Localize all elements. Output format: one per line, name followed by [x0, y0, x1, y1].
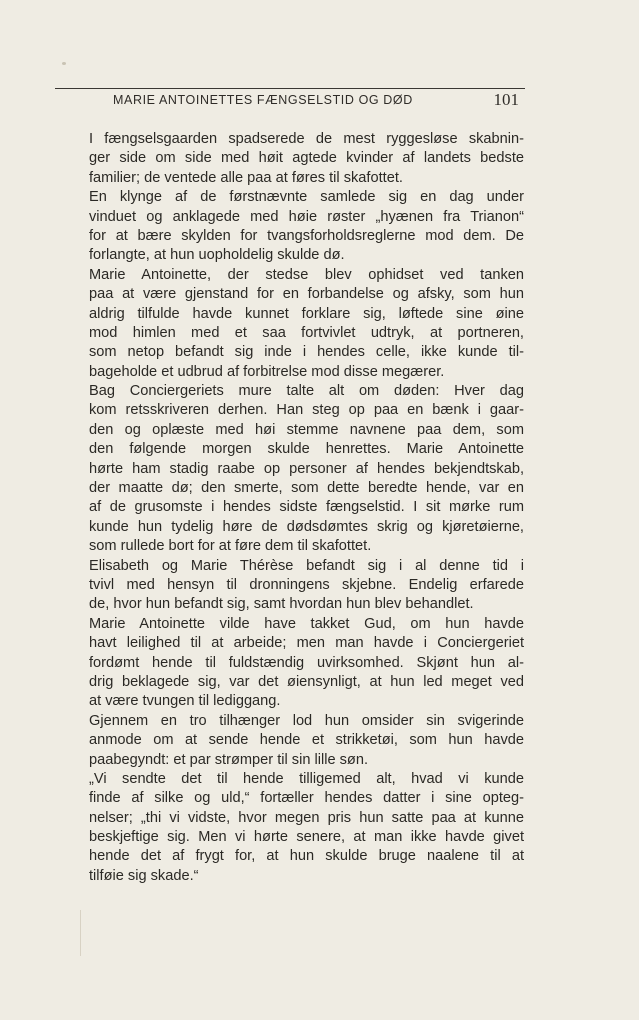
text-line: „Vi sendte det til hende tilligemed alt, hvad vi kunde — [89, 770, 524, 787]
paper-speck — [62, 62, 66, 65]
page-number: 101 — [493, 90, 519, 109]
running-header — [55, 88, 525, 113]
text-line: Marie Antoinette vilde have takket Gud, om hun havde — [89, 615, 524, 632]
text-line: familier; de ventede alle paa at føres til skafottet. — [89, 169, 403, 186]
text-line: af de grusomste i hendes sidste fængselstid. I sit mørke rum — [89, 499, 524, 516]
text-line: kunde hun tydelig høre de dødsdømtes skrig og kjøretøierne, — [89, 518, 524, 535]
text-line: anmode om at sende hende et strikketøi, som hun havde — [89, 732, 524, 749]
text-line: forlangte, at hun uopholdelig skulde dø. — [89, 247, 345, 264]
text-line: beskjeftige sig. Men vi hørte senere, at man ikke havde givet — [89, 829, 524, 846]
text-line: hende det af frygt for, at hun skulde bruge naalene til at — [89, 848, 524, 865]
text-line: at være tvungen til lediggang. — [89, 693, 281, 710]
text-line: bageholde et udbrud af forbitrelse mod disse megærer. — [89, 363, 445, 380]
text-line: kom retsskriveren derhen. Han steg op paa en bænk i gaar- — [89, 402, 524, 419]
text-line: Bag Conciergeriets mure talte alt om døden: Hver dag — [89, 383, 524, 400]
text-line: tvivl med hensyn til dronningens skjebne. Endelig erfarede — [89, 576, 524, 593]
text-line: ger side om side med høit agtede kvinder af landets bedste — [89, 150, 524, 167]
text-line: I fængselsgaarden spadserede de mest ryggesløse skabnin- — [89, 131, 524, 147]
text-line: for at bære skylden for tvangsforholdsreglerne mod dem. De — [89, 227, 524, 244]
body-text — [89, 130, 524, 886]
text-line: paa at være gjenstand for en forbandelse og afsky, som hun — [89, 286, 524, 303]
text-line: Gjennem en tro tilhænger lod hun omsider sin svigerinde — [89, 712, 524, 729]
text-line: den og oplæste med høi stemme navnene paa dem, som — [89, 421, 524, 438]
text-line: Marie Antoinette, der stedse blev ophidset ved tanken — [89, 266, 524, 283]
text-line: som rullede bort for at føre dem til skafottet. — [89, 538, 372, 555]
running-title: MARIE ANTOINETTES FÆNGSELSTID OG DØD — [113, 93, 413, 107]
text-line: de, hvor hun befandt sig, samt hvordan hun blev behandlet. — [89, 596, 474, 613]
text-line: paabegyndt: et par strømper til sin lille søn. — [89, 751, 369, 768]
text-line: nelser; „thi vi vidste, hvor megen pris hun satte paa at kunne — [89, 809, 524, 826]
text-line: hørte ham stadig raabe op personer af hendes bekjendtskab, — [89, 460, 524, 477]
text-line: den følgende morgen skulde henrettes. Marie Antoinette — [89, 441, 524, 458]
text-line: Elisabeth og Marie Thérèse befandt sig i al denne tid i — [89, 557, 524, 574]
text-line: drig beklagede sig, var det øiensynligt, at hun led meget ved — [89, 673, 524, 690]
text-line: aldrig tilfulde havde kunnet forklare sig, løftede sine øine — [89, 305, 524, 322]
text-line: havt leilighed til at arbeide; men man havde i Conciergeriet — [89, 635, 524, 652]
text-line: som netop befandt sig inde i hendes celle, ikke kunde til- — [89, 344, 524, 361]
text-line: mod himlen med et saa fortvivlet udtryk, at portneren, — [89, 324, 524, 341]
text-line: tilføie sig skade.“ — [89, 867, 199, 884]
text-line: finde af silke og uld,“ fortæller hendes datter i sine opteg- — [89, 790, 524, 807]
margin-mark — [80, 910, 81, 956]
text-line: fordømt hende til fuldstændig uvirksomhed. Skjønt hun al- — [89, 654, 524, 671]
text-line: vinduet og anklagede med høie røster „hyænen fra Trianon“ — [89, 208, 524, 225]
text-line: En klynge af de førstnævnte samlede sig en dag under — [89, 189, 524, 206]
text-line: der maatte dø; den smerte, som dette beredte hende, var en — [89, 480, 524, 497]
